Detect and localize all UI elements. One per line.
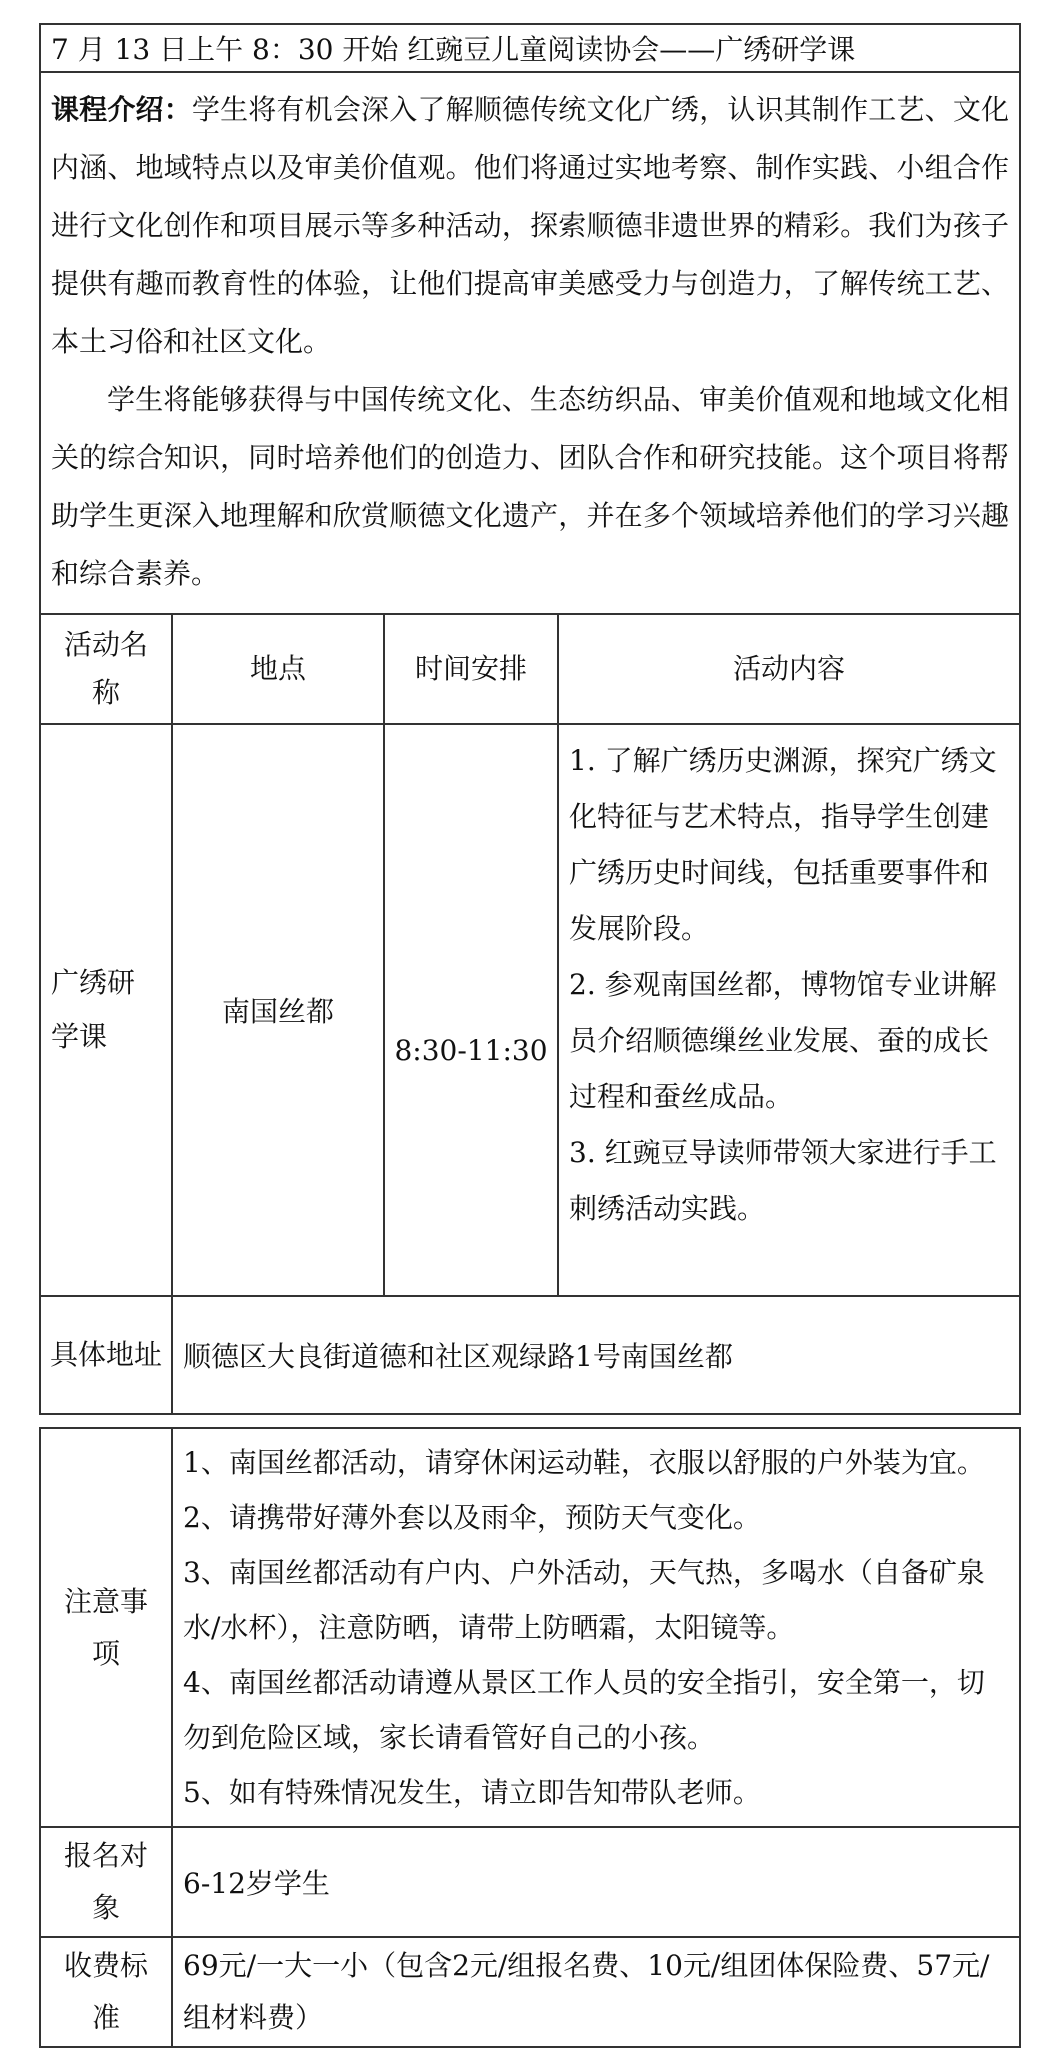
header-schedule: 时间安排 xyxy=(384,614,558,724)
target-label: 报名对象 xyxy=(40,1827,172,1937)
intro-paragraph-1 xyxy=(51,81,1009,371)
course-sheet xyxy=(39,23,1019,2048)
title-row xyxy=(40,24,1020,72)
activity-content xyxy=(558,724,1020,1296)
address-label: 具体地址 xyxy=(40,1296,172,1414)
table-header-row xyxy=(40,614,1020,724)
notes-item: 3、南国丝都活动有户内、户外活动，天气热，多喝水（自备矿泉水/水杯），注意防晒，请带上防晒霜，太阳镜等。 xyxy=(183,1556,985,1644)
notes-row xyxy=(40,1428,1020,1827)
notes-item: 4、南国丝都活动请遵从景区工作人员的安全指引，安全第一，切勿到危险区域，家长请看管好自己的小孩。 xyxy=(183,1666,985,1754)
address-value: 顺德区大良街道德和社区观绿路1号南国丝都 xyxy=(172,1296,1020,1414)
notice-table xyxy=(39,1427,1021,2048)
intro-paragraph-2: 学生将能够获得与中国传统文化、生态纺织品、审美价值观和地域文化相关的综合知识，同时培养他们的创造力、团队合作和研究技能。这个项目将帮助学生更深入地理解和欣赏顺德文化遗产，并在多个领域培养他们的学习兴趣和综合素养。 xyxy=(51,383,1010,590)
notes-item: 5、如有特殊情况发生，请立即告知带队老师。 xyxy=(183,1776,761,1809)
notes-item: 2、请携带好薄外套以及雨伞，预防天气变化。 xyxy=(183,1501,761,1534)
fee-label: 收费标准 xyxy=(40,1937,172,2047)
notes-label: 注意事项 xyxy=(40,1428,172,1827)
address-row xyxy=(40,1296,1020,1414)
activity-name: 广绣研学课 xyxy=(40,724,172,1296)
notes-item: 1、南国丝都活动，请穿休闲运动鞋，衣服以舒服的户外装为宜。 xyxy=(183,1446,985,1479)
course-intro xyxy=(40,72,1020,614)
page-title: 7 月 13 日上午 8：30 开始 红豌豆儿童阅读协会——广绣研学课 xyxy=(40,24,1020,72)
target-row xyxy=(40,1827,1020,1937)
notes-list xyxy=(172,1428,1020,1827)
fee-row xyxy=(40,1937,1020,2047)
intro-text-1: 学生将有机会深入了解顺德传统文化广绣，认识其制作工艺、文化内涵、地域特点以及审美价值观。他们将通过实地考察、制作实践、小组合作进行文化创作和项目展示等多种活动，探索顺德非遗世界的精彩。我们为孩子提供有趣而教育性的体验，让他们提高审美感受力与创造力，了解传统工艺、本土习俗和社区文化。 xyxy=(51,93,1010,358)
header-location: 地点 xyxy=(172,614,384,724)
activity-time: 8:30-11:30 xyxy=(384,724,558,1296)
header-content: 活动内容 xyxy=(558,614,1020,724)
activity-content-item: 1. 了解广绣历史渊源，探究广绣文化特征与艺术特点，指导学生创建广绣历史时间线，包括重要事件和发展阶段。 xyxy=(569,744,997,945)
activity-content-item: 2. 参观南国丝都，博物馆专业讲解员介绍顺德缫丝业发展、蚕的成长过程和蚕丝成品。 xyxy=(569,968,997,1113)
course-info-table xyxy=(39,23,1021,1415)
header-activity-name: 活动名称 xyxy=(40,614,172,724)
intro-label: 课程介绍： xyxy=(51,93,192,126)
activity-location: 南国丝都 xyxy=(172,724,384,1296)
intro-row xyxy=(40,72,1020,614)
activity-row xyxy=(40,724,1020,1296)
target-value: 6-12岁学生 xyxy=(172,1827,1020,1937)
activity-content-item: 3. 红豌豆导读师带领大家进行手工刺绣活动实践。 xyxy=(569,1136,997,1225)
fee-value: 69元/一大一小（包含2元/组报名费、10元/组团体保险费、57元/组材料费） xyxy=(172,1937,1020,2047)
table-gap xyxy=(39,1415,1019,1427)
